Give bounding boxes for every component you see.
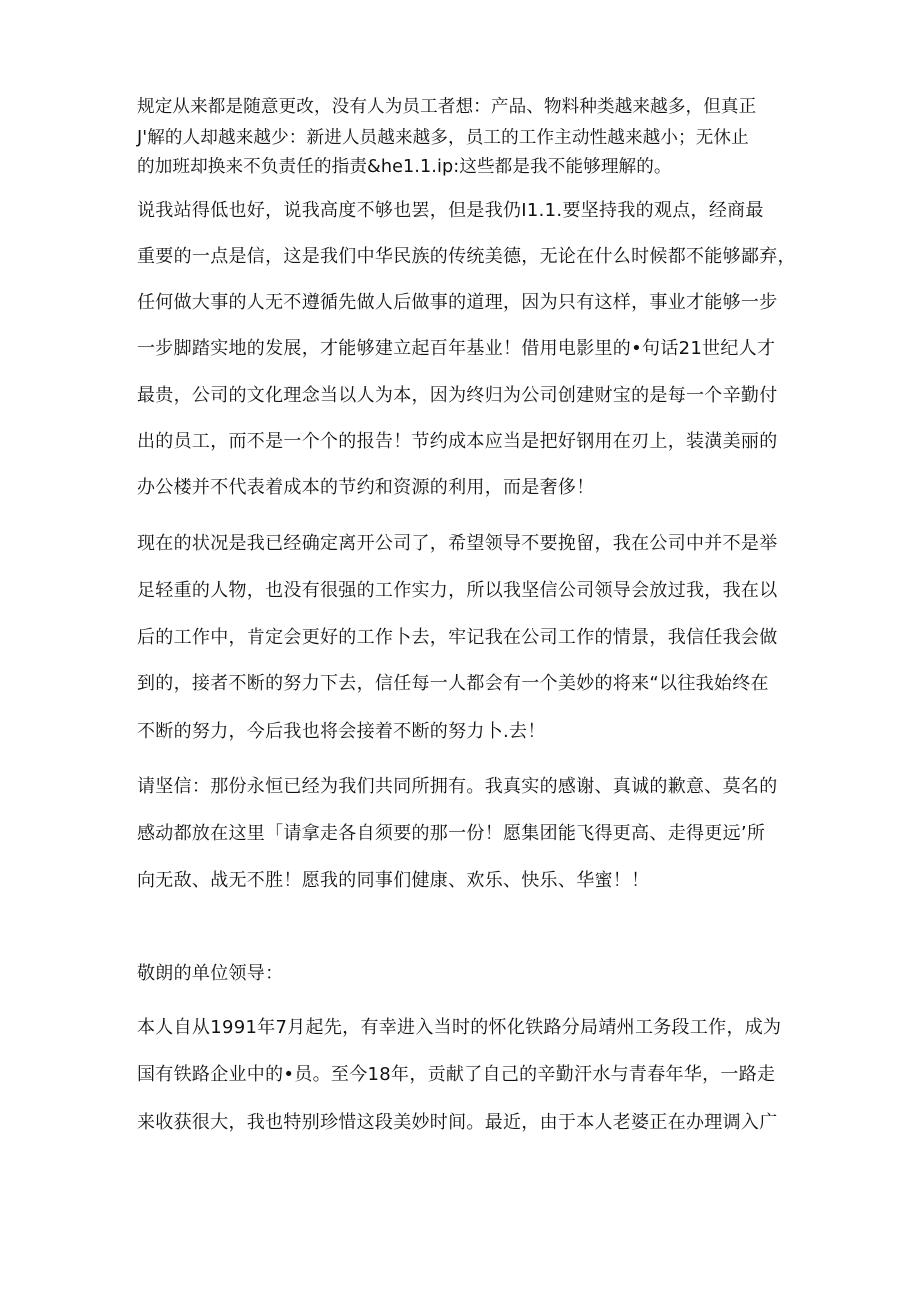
text-line: J'解的人却越来越少：新进人员越来越多，员工的工作主动性越来越小；无休止: [137, 128, 749, 148]
text-line: 的加班却换来不负责任的指责&he1.1.ip:这些都是我不能够理解的。: [137, 157, 672, 177]
text-line: 重要的一点是信，这是我们中华民族的传统美德，无论在什么时候都不能够鄙弃，: [137, 246, 796, 267]
text-line: 感动都放在这里「请拿走各自须要的那一份！愿集团能飞得更高、走得更远’所: [137, 823, 766, 844]
text-line: 出的员工，而不是一个个的报告！节约成本应当是把好钢用在刃上，装潢美丽的: [137, 431, 778, 452]
text-line: 任何做大事的人无不遵循先做人后做事的道理，因为只有这样，事业才能够一步: [137, 292, 778, 313]
text-line: 最贵，公司的文化理念当以人为本，因为终归为公司创建财宝的是每一个辛勤付: [137, 385, 778, 406]
text-line: 足轻重的人物，也没有很强的工作实力，所以我坚信公司领导会放过我，我在以: [137, 580, 778, 601]
text-line: 请坚信：那份永恒已经为我们共同所拥有。我真实的感谢、真诚的歉意、莫名的: [137, 776, 778, 797]
text-line: 规定从来都是随意更改，没有人为员工者想：产品、物料种类越来越多，但真正: [137, 97, 757, 117]
text-line: 现在的状况是我已经确定离开公司了，希望领导不要挽留，我在公司中并不是举: [137, 533, 778, 554]
text-line: 办公楼并不代表着成本的节约和资源的利用，而是奢侈！: [137, 477, 595, 498]
text-line: 来收获很大，我也特别珍惜这段美妙时间。最近，由于本人老婆正在办理调入广: [137, 1112, 778, 1133]
text-line: 后的工作中，肯定会更好的工作卜去，牢记我在公司工作的情景，我信任我会做: [137, 627, 778, 648]
text-line: 向无敌、战无不胜！愿我的同事们健康、欢乐、快乐、华蜜！！: [137, 870, 650, 891]
text-line: 国有铁路企业中的•员。至今18年，贡献了自己的辛勤汗水与青春年华，一路走: [137, 1064, 776, 1085]
text-line: 一步脚踏实地的发展，才能够建立起百年基业！借用电影里的•句话21世纪人才: [137, 338, 776, 359]
text-line: 本人自从1991年7月起先，有幸进入当时的怀化铁路分局靖州工务段工作，成为: [137, 1017, 782, 1038]
text-line: 说我站得低也好，说我高度不够也罢，但是我仍I1.1.要坚持我的观点，经商最: [137, 200, 764, 221]
text-line: 不断的努力，今后我也将会接着不断的努力卜.去！: [137, 721, 546, 742]
salutation: 敬朗的单位领导：: [137, 963, 284, 984]
text-line: 到的，接者不断的努力下去，信任每一人都会有一个美妙的将来“以往我始终在: [137, 673, 769, 694]
